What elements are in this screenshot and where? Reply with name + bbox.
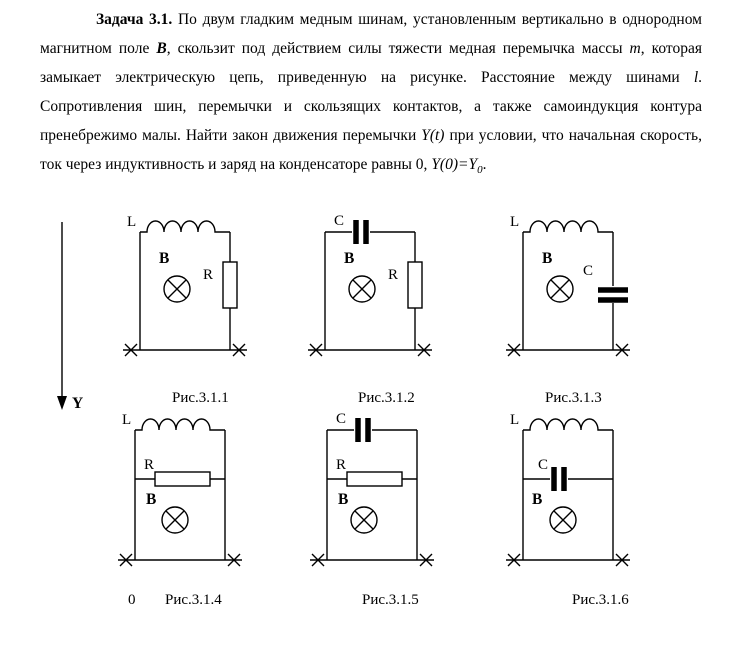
- circuit-3-1-6: [488, 410, 648, 576]
- inductor-coil: [523, 221, 613, 232]
- jumper-bar: [118, 554, 242, 566]
- jumper-bar: [506, 344, 630, 356]
- field-into-page-icon: [164, 276, 190, 302]
- problem-number: Задача 3.1.: [96, 11, 173, 28]
- inductor-coil: [523, 419, 613, 430]
- initial-condition-run: Y(0)=Y: [431, 155, 478, 173]
- field-into-page-icon: [547, 276, 573, 302]
- origin-label: 0: [128, 592, 136, 608]
- jumper-bar: [308, 344, 432, 356]
- field-into-page-icon: [550, 507, 576, 533]
- capacitor: [356, 220, 366, 244]
- capacitor-label: C: [583, 263, 594, 279]
- jumper-bar: [123, 344, 247, 356]
- jumper-bar: [506, 554, 630, 566]
- field-label: B: [344, 250, 355, 267]
- y-axis-label: Y: [72, 395, 84, 412]
- capacitor: [358, 418, 368, 442]
- field-into-page-icon: [162, 507, 188, 533]
- text-run: .: [482, 155, 487, 173]
- text-run: , которая замыкает электрическую цепь, приведенную на рисунке. Расстояние между шинами: [40, 39, 702, 86]
- field-label: B: [532, 491, 543, 508]
- yt-symbol-run: Y(t): [421, 126, 445, 144]
- resistor: [155, 472, 210, 486]
- capacitor-label: C: [334, 213, 345, 229]
- figure-caption: Рис.3.1.3: [545, 390, 602, 406]
- circuit-3-1-1: [105, 212, 265, 374]
- field-label: B: [542, 250, 553, 267]
- circuit-3-1-5: [292, 410, 452, 576]
- figure-caption: Рис.3.1.4: [165, 592, 222, 608]
- figure-caption: Рис.3.1.6: [572, 592, 629, 608]
- field-symbol-run: B: [156, 39, 167, 57]
- text-run: . Сопротивления шин, перемычки и скользящих контактов, а также самоиндукция контура пренебрежимо малы. Найти закон движения перемычки: [40, 68, 702, 144]
- circuit-3-1-3: [488, 212, 648, 374]
- y-axis: [48, 218, 92, 418]
- inductor-label: L: [127, 214, 137, 230]
- capacitor-label: C: [336, 411, 347, 427]
- inductor-coil: [140, 221, 230, 232]
- capacitor-label: C: [538, 457, 549, 473]
- figure-caption: Рис.3.1.2: [358, 390, 415, 406]
- circuit-3-1-2: [290, 212, 450, 374]
- field-label: B: [338, 491, 349, 508]
- resistor: [347, 472, 402, 486]
- field-into-page-icon: [349, 276, 375, 302]
- rails: [140, 232, 230, 350]
- text-run: По двум гладким медным шинам, установленным вертикально в однородном магнитном поле: [40, 11, 702, 57]
- subscript-zero: 0: [477, 164, 483, 177]
- inductor-label: L: [510, 214, 520, 230]
- jumper-bar: [310, 554, 434, 566]
- resistor-label: R: [336, 457, 347, 473]
- field-into-page-icon: [351, 507, 377, 533]
- resistor-label: R: [144, 457, 155, 473]
- resistor-label: R: [203, 267, 214, 283]
- figure-caption: Рис.3.1.5: [362, 592, 419, 608]
- resistor-label: R: [388, 267, 399, 283]
- circuit-3-1-4: [100, 410, 260, 576]
- text-run: , скользит под действием силы тяжести медная перемычка массы: [166, 39, 630, 57]
- field-label: B: [146, 491, 157, 508]
- rails: [325, 232, 415, 350]
- resistor: [408, 262, 422, 308]
- inductor-label: L: [510, 412, 520, 428]
- field-label: B: [159, 250, 170, 267]
- resistor: [223, 262, 237, 308]
- mass-symbol-run: m: [629, 39, 641, 57]
- problem-statement: [40, 6, 702, 181]
- figure-caption: Рис.3.1.1: [172, 390, 229, 406]
- length-symbol-run: l: [693, 68, 699, 86]
- y-axis-arrowhead-icon: [57, 396, 67, 410]
- capacitor: [554, 467, 564, 491]
- capacitor: [598, 290, 628, 300]
- text-run: при условии, что начальная скорость, ток через индуктивность и заряд на конденсаторе равны 0,: [40, 126, 702, 173]
- inductor-label: L: [122, 412, 132, 428]
- inductor-coil: [135, 419, 225, 430]
